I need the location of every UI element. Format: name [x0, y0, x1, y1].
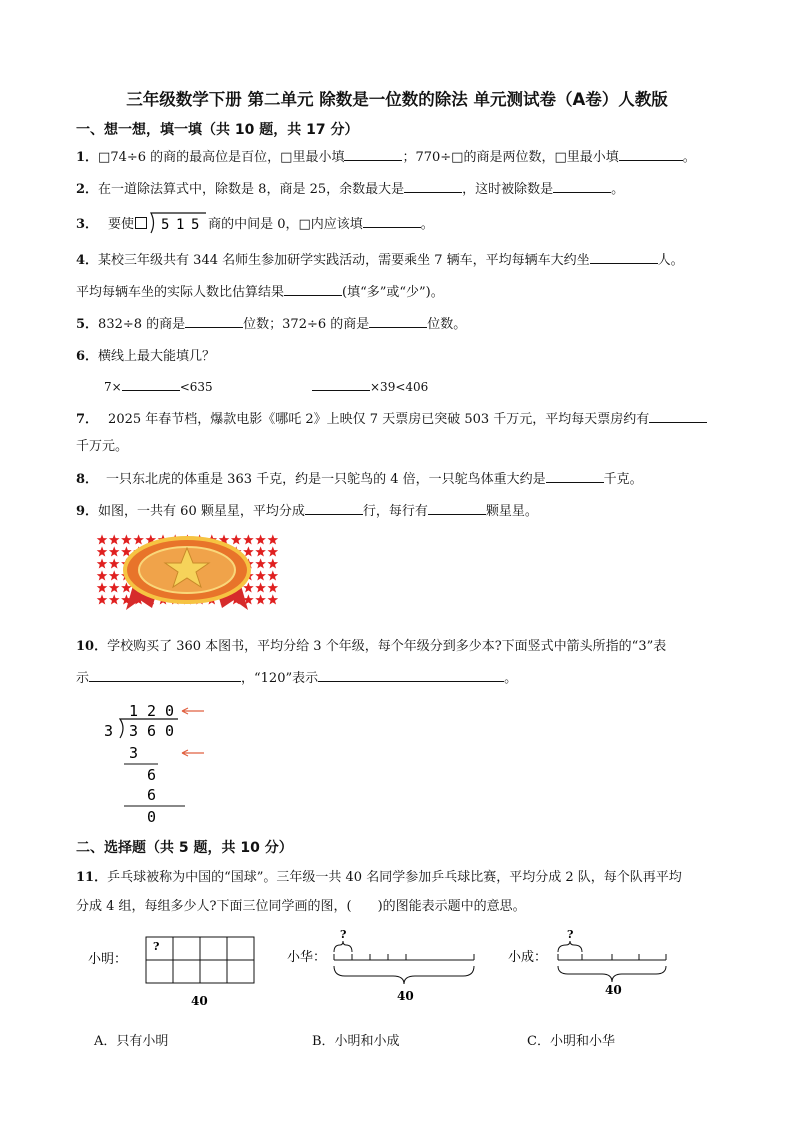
answer-blank[interactable] [185, 314, 243, 328]
long-division-bracket-icon [148, 212, 208, 234]
answer-blank[interactable] [363, 214, 421, 228]
final-remainder: 0 [147, 808, 157, 826]
question-4: 4．某校三年级共有 344 名师生参加研学实践活动，需要乘坐 7 辆车，平均每辆车大约坐 人。 [76, 249, 684, 268]
answer-blank[interactable] [305, 501, 363, 515]
answer-blank[interactable] [619, 147, 683, 161]
answer-blank[interactable] [318, 668, 504, 682]
step-product-6: 6 [147, 786, 157, 804]
star-icon [97, 558, 108, 568]
question-11-line-2: 分成 4 组，每组多少人?下面三位同学画的图，( )的图能表示题中的意思。 [76, 899, 526, 914]
long-division-figure [96, 698, 216, 826]
step-remainder-6: 6 [147, 766, 157, 784]
question-8: 8． 一只东北虎的体重是 363 千克，约是一只鸵鸟的 4 倍，一只鸵鸟体重大约是 千克。 [76, 468, 643, 487]
question-5: 5．832÷8 的商是 位数；372÷6 的商是 位数。 [76, 313, 466, 332]
answer-blank[interactable] [553, 179, 611, 193]
quotient-digit: 2 [147, 702, 157, 720]
star-icon [255, 594, 266, 604]
question-10: 10．学校购买了 360 本图书，平均分给 3 个年级，每个年级分到多少本?下面竖式中箭头所指的“3”表 [76, 639, 667, 654]
answer-blank[interactable] [89, 668, 241, 682]
answer-blank[interactable] [546, 469, 604, 483]
unknown-mark: ? [567, 928, 574, 941]
figure-label: 小华： [287, 950, 327, 965]
unknown-mark: ? [153, 940, 160, 953]
figure-xiaoming [86, 932, 266, 1012]
star-icon [243, 534, 254, 544]
answer-blank[interactable] [649, 409, 707, 423]
star-icon [109, 594, 120, 604]
answer-blank[interactable] [428, 501, 486, 515]
dividend-digit: 5 [191, 217, 200, 233]
star-icon [268, 570, 279, 580]
choice-c[interactable]: C．小明和小华 [527, 1034, 615, 1049]
choice-b[interactable]: B．小明和小成 [312, 1034, 400, 1049]
section-2-heading: 二、选择题（共 5 题，共 10 分） [76, 840, 293, 856]
question-10-line-2: 示 ，“120”表示 。 [76, 667, 517, 686]
question-6-expr-2: ×39<406 [312, 377, 428, 394]
total-label: 40 [397, 989, 414, 1003]
dividend-digit: 3 [129, 722, 139, 740]
star-icon [268, 546, 279, 556]
quotient-digit: 0 [165, 702, 175, 720]
star-icon [97, 594, 108, 604]
question-9: 9．如图，一共有 60 颗星星，平均分成 行，每行有 颗星星。 [76, 500, 538, 519]
dividend-digit: 1 [176, 217, 185, 233]
star-icon [255, 570, 266, 580]
figure-xiaocheng [506, 926, 681, 1010]
star-icon [97, 582, 108, 592]
dividend-digit: 6 [147, 722, 157, 740]
unknown-mark: ? [340, 928, 347, 941]
section-1-heading: 一、想一想，填一填（共 10 题，共 17 分） [76, 122, 359, 138]
answer-blank[interactable] [344, 147, 402, 161]
answer-blank[interactable] [122, 377, 180, 391]
star-icon [255, 582, 266, 592]
total-label: 40 [191, 994, 208, 1008]
star-icon [268, 534, 279, 544]
quotient-digit: 1 [129, 702, 139, 720]
answer-blank[interactable] [369, 314, 427, 328]
box-placeholder-icon [135, 217, 147, 229]
question-6: 6．横线上最大能填几？ [76, 349, 216, 364]
step-product-3: 3 [129, 744, 139, 762]
arrow-icon [182, 708, 204, 714]
question-7-line-2: 千万元。 [76, 439, 129, 454]
arrow-icon [182, 750, 204, 756]
star-icon [97, 546, 108, 556]
star-icon [121, 534, 132, 544]
answer-blank[interactable] [284, 282, 342, 296]
question-2: 2．在一道除法算式中，除数是 8，商是 25，余数最大是 ，这时被除数是 。 [76, 178, 624, 197]
question-7: 7． 2025 年春节档，爆款电影《哪吒 2》上映仅 7 天票房已突破 503 千万元，平均每天票房约有 [76, 408, 707, 427]
question-4-line-2: 平均每辆车坐的实际人数比估算结果 (填“多”或“少”)。 [76, 281, 444, 300]
answer-blank[interactable] [404, 179, 462, 193]
star-icon [109, 570, 120, 580]
star-icon [268, 558, 279, 568]
star-icon [268, 594, 279, 604]
star-icon [97, 534, 108, 544]
star-icon [255, 558, 266, 568]
star-icon [109, 534, 120, 544]
star-icon [268, 582, 279, 592]
choice-a[interactable]: A．只有小明 [94, 1034, 169, 1049]
total-label: 40 [605, 983, 622, 997]
stars-medal-image [96, 534, 278, 612]
star-icon [109, 582, 120, 592]
question-3: 3． 要使 5 1 5 商的中间是 0，□内应该填 。 [76, 212, 434, 234]
star-icon [255, 534, 266, 544]
answer-blank[interactable] [312, 377, 370, 391]
dividend-digit: 0 [165, 722, 175, 740]
figure-xiaohua [285, 926, 480, 1010]
star-icon [231, 534, 242, 544]
star-icon [109, 546, 120, 556]
divisor: 3 [104, 722, 114, 740]
star-icon [255, 546, 266, 556]
page-title: 三年级数学下册 第二单元 除数是一位数的除法 单元测试卷（A卷）人教版 [126, 90, 668, 109]
figure-label: 小明： [88, 952, 128, 967]
question-6-expr-1: 7× <635 [104, 377, 213, 394]
star-icon [97, 570, 108, 580]
question-1: 1．□74÷6 的商的最高位是百位，□里最小填 ；770÷□的商是两位数，□里最小填 。 [76, 146, 696, 165]
figure-label: 小成： [508, 950, 548, 965]
answer-blank[interactable] [590, 250, 658, 264]
dividend-digit: 5 [161, 217, 171, 233]
star-icon [133, 534, 144, 544]
star-icon [109, 558, 120, 568]
question-11: 11．乒乓球被称为中国的“国球”。三年级一共 40 名同学参加乒乓球比赛，平均分成 2 队，每个队再平均 [76, 870, 682, 885]
